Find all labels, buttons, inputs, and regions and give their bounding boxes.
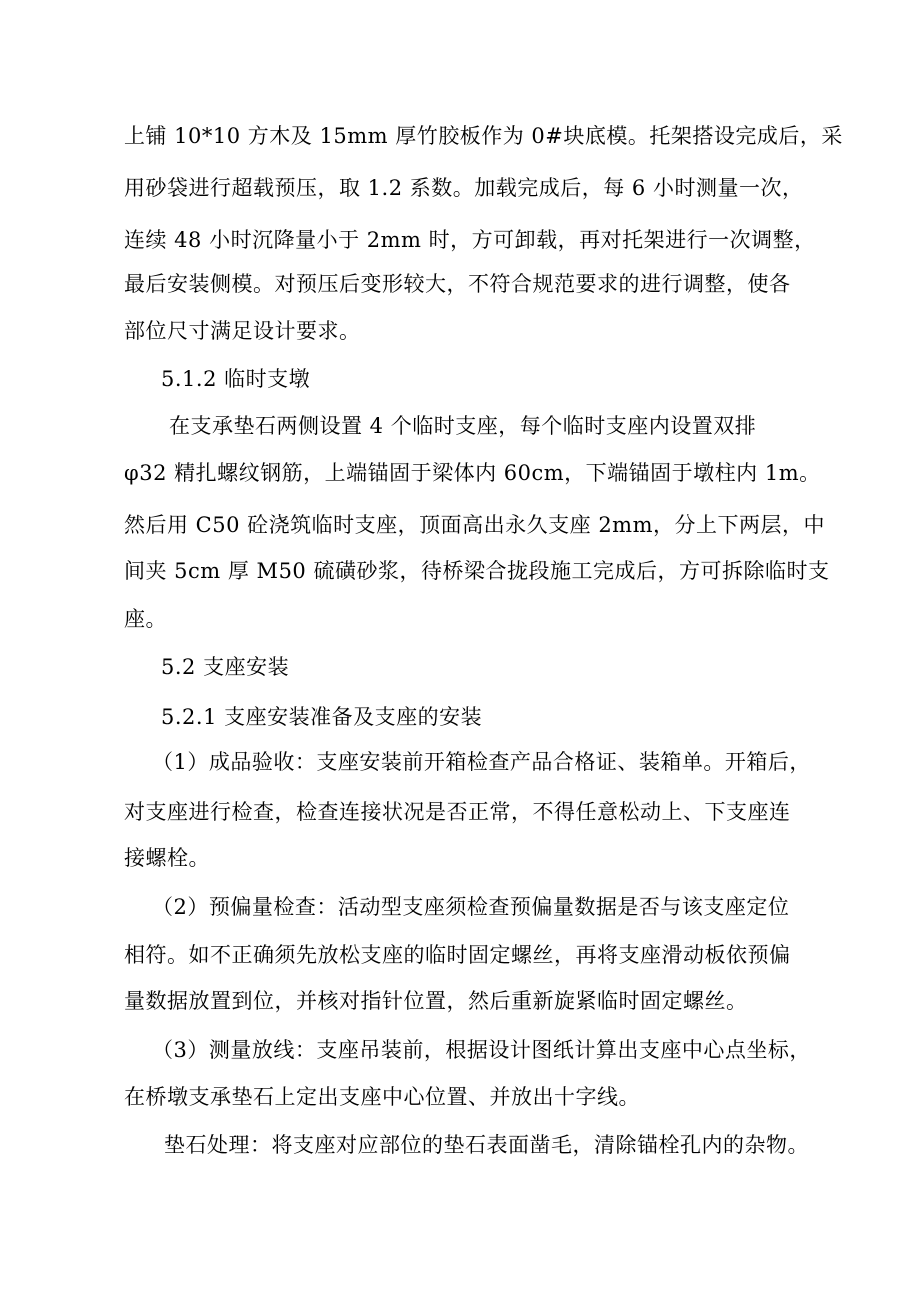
text-line: 部位尺寸满足设计要求。: [124, 319, 361, 343]
text-line: （2）预偏量检查：活动型支座须检查预偏量数据是否与该支座定位: [152, 895, 790, 919]
text-line: 座。: [124, 607, 167, 631]
text-line: 上铺 10*10 方木及 15mm 厚竹胶板作为 0#块底模。托架搭设完成后，采: [124, 124, 843, 148]
text-line: 在桥墩支承垫石上定出支座中心位置、并放出十字线。: [124, 1085, 640, 1109]
text-line: 量数据放置到位，并核对指针位置，然后重新旋紧临时固定螺丝。: [124, 989, 748, 1013]
text-line: 然后用 C50 砼浇筑临时支座，顶面高出永久支座 2mm，分上下两层，中: [124, 513, 825, 537]
text-line: 间夹 5cm 厚 M50 硫磺砂浆，待桥梁合拢段施工完成后，方可拆除临时支: [124, 559, 830, 583]
section-heading: 5.1.2 临时支墩: [161, 367, 311, 391]
text-line: 用砂袋进行超载预压，取 1.2 系数。加载完成后，每 6 小时测量一次，: [124, 176, 804, 200]
text-line: 在支承垫石两侧设置 4 个临时支座，每个临时支座内设置双排: [169, 414, 757, 438]
text-line: 连续 48 小时沉降量小于 2mm 时，方可卸载，再对托架进行一次调整，: [124, 228, 816, 252]
text-line: 相符。如不正确须先放松支座的临时固定螺丝，再将支座滑动板依预偏: [124, 943, 791, 967]
text-line: 接螺栓。: [124, 846, 210, 870]
section-heading: 5.2.1 支座安装准备及支座的安装: [161, 705, 483, 729]
text-line: 最后安装侧模。对预压后变形较大，不符合规范要求的进行调整，使各: [124, 272, 791, 296]
text-line: φ32 精扎螺纹钢筋，上端锚固于梁体内 60cm，下端锚固于墩柱内 1m。: [124, 461, 821, 485]
text-line: （3）测量放线：支座吊装前，根据设计图纸计算出支座中心点坐标，: [152, 1038, 811, 1062]
text-line: （1）成品验收：支座安装前开箱检查产品合格证、装箱单。开箱后，: [152, 750, 811, 774]
section-heading: 5.2 支座安装: [161, 655, 290, 679]
text-line: 垫石处理：将支座对应部位的垫石表面凿毛，清除锚栓孔内的杂物。: [164, 1133, 809, 1157]
text-line: 对支座进行检查，检查连接状况是否正常，不得任意松动上、下支座连: [124, 800, 791, 824]
